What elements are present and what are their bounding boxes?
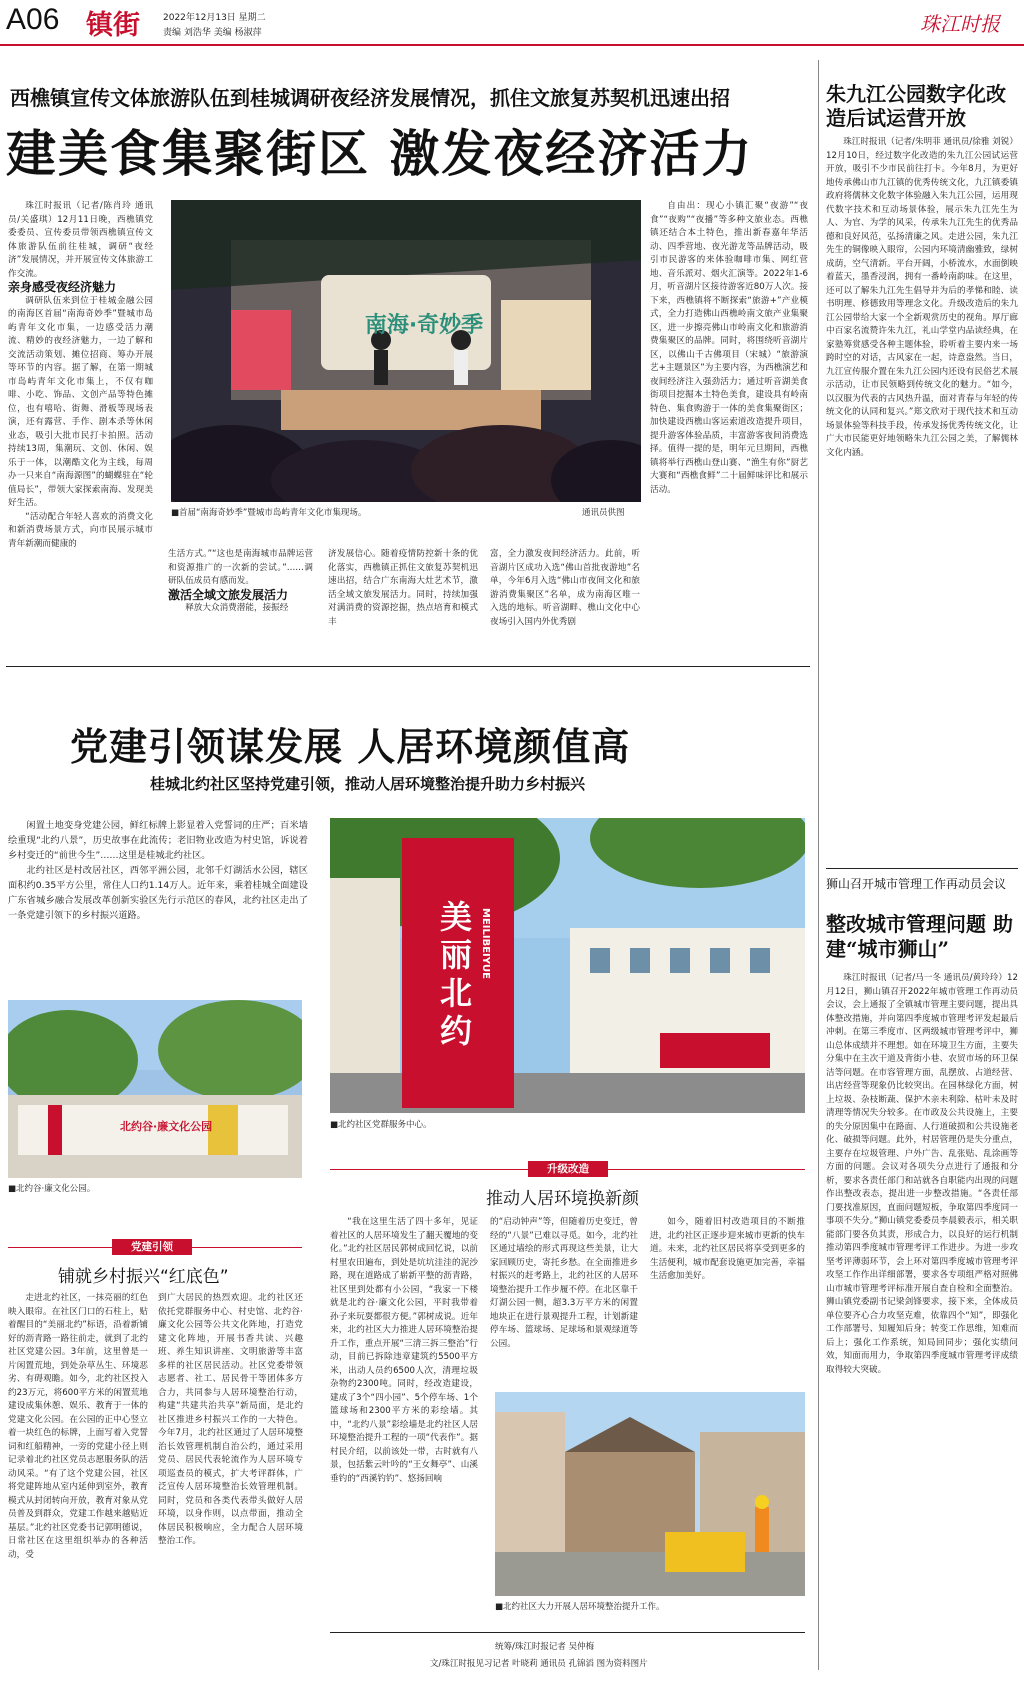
story2-construction-caption: ■北约社区大力开展人居环境整治提升工作。 xyxy=(495,1602,665,1612)
right2-headline: 整改城市管理问题 助建“城市狮山” xyxy=(826,912,1013,961)
story2-column-4 xyxy=(490,1216,638,1386)
issue-date: 2022年12月13日 星期二 xyxy=(163,13,266,23)
story2-park-photo xyxy=(8,1000,302,1178)
story1-photo-caption: ■首届“南海奇妙季”暨城市岛屿青年文化市集现场。 xyxy=(171,508,367,518)
story1-subhead-1: 亲身感受夜经济魅力 xyxy=(8,280,117,294)
story2-col1-text: 走进北约社区，一抹亮丽的红色映入眼帘。在社区门口的石柱上，贴着醒目的“美丽北约”标语，沿着新铺好的沥青路一路往前走，就到了北约社区党建公园。3年前，这里曾是一片闲置荒地，到处杂草丛生、环境恶劣、有碍观瞻。如今，北约社区投入约23万元，将600平方米的闲置荒地建设成集休憩、娱乐、教育于一体的党建文化公园。在公园的正中心竖立着一块红色的标牌，上面写着入党誓词和红船精神，一旁的党建小径上则记录着北约社区党员志愿服务队的活动风采。“有了这个党建公园，社区将党建阵地从室内延伸到室外，教育模式从封闭转向开放，教育对象从党员普及到群众，党建工作越来越贴近基层。”北约社区党委书记郭明德说，日常社区在这里组织举办的各种活动，受 xyxy=(8,1293,148,1560)
story2-construction-photo xyxy=(495,1392,805,1596)
story1-lead: 珠江时报讯（记者/陈肖玲 通讯员/关盛琪）12月11日晚，西樵镇党委委员、宣传委员带领西樵镇宣传文体旅游队伍前往桂城，调研“夜经济”发展情况，并开展宣传文体旅游工作交流。 xyxy=(8,201,153,279)
story2-deck: 桂城北约社区坚持党建引领，推动人居环境整治提升助力乡村振兴 xyxy=(150,775,586,793)
sign-pinyin: MEILIBEIYUE xyxy=(480,908,491,979)
story1-bottom-rule xyxy=(6,666,810,667)
sidebar-divider xyxy=(818,60,819,1670)
story2-center-photo xyxy=(330,818,805,1113)
story1-subhead-2: 激活全域文旅发展活力 xyxy=(168,587,289,602)
page-number: A06 xyxy=(6,3,60,36)
right2-kicker: 狮山召开城市管理工作再动员会议 xyxy=(826,877,1007,891)
story2-col3-text: “我在这里生活了四十多年，见证着社区的人居环境发生了翻天覆地的变化。”北约社区居民郭树成回忆说，以前村里农田遍布，到处是坑坑洼洼的泥沙路，现在道路成了崭新平整的沥青路，社区里到处都有小公园，“我家一下楼就是北约谷·廉文化公园，平时我带着孙子来玩耍都很方便。”郭树成说。近年来，北约社区大力推进人居环境整治提升工作，重点开展“三清三拆三整治”行动，目前已拆除违章建筑约5500平方米，出动人员约6500人次，清理垃圾杂物约2300吨。同时，经改造建设，建成了3个“四小园”、5个停车场、1个篮球场和2300平方米的彩绘墙。其中，“北约八景”彩绘墙是北约社区人居环境整治提升工程的一项“代表作”。据村民介绍，以前该处一带，古时就有八景，包括紫云叶吟的“王女舞亭”、山溪垂钓的“西溪钓钓”、悠扬回响 xyxy=(330,1217,478,1484)
story2-column-1 xyxy=(8,1292,148,1674)
story1-photo-credit: 通讯员供图 xyxy=(582,508,625,518)
stage-sign: 南海·奇妙季 xyxy=(364,313,484,338)
right2-body: 珠江时报讯（记者/马一冬 通讯员/黄玲玲）12月12日，狮山镇召开2022年城市管理工作再动员会议，会上通报了全镇城市管理主要问题，提出具体整改措施，并向第四季度城市管理考评发起最后冲刺。在第三季度市、区两级城市管理考评中，狮山总体成绩并不理想。如在环境卫生方面，主要失分集中在主次干道及背街小巷、农贸市场的环卫保洁等问题。在市容管理方面，乱摆放、占道经营、出店经营等现象仍比较突出。在园林绿化方面，树上垃圾、杂枝断蔬、保护木亲未利除、枯叶未及时清理等情况失分较多。在市政及公共设施上，主要的失分原因集中在路面、人行道破损和公共设施老化、破损等问题。此外，村居管理仍是失分重点，主要存在垃圾管理、户外广告、乱张贴、乱涂画等方面的问题。会议对各项失分点进行了通报和分析，要求各责任部门和站就各自职能内出现的问题作出整改表态，提出进一步整改措施。“各责任部门要找准原因，直面问题短板，争取第四季度同一事项不失分。”狮山镇党委委员李晨毅表示，相关职能部门要各负其责，形成合力，以良好的运行机制推动第四季度城市管理考评工作进步。为进一步攻坚考评薄弱环节，会上环对第四季度城市管理考评攻坚工作作出详细部署，要求各专项组严格对照佛山市城市管理考评标准开展自查自检和全面整治。狮山镇党委副书记梁剑锋要求，接下来，全体成员单位要齐心合力攻坚克难，依靠四个“知”，即强化工作部署号、知履知后身；转变工作思维，知难而后上；强化工作系统，知局回同步；强化实绩问效，知面而用力，争取第四季度城市管理考评成绩取得较大突破。 xyxy=(826,973,1018,1375)
paper-logo: 珠江时报 xyxy=(920,12,1000,36)
stage-illustration xyxy=(171,200,641,502)
right2-body-column xyxy=(826,972,1018,1672)
story1-bottom-col-1 xyxy=(168,548,313,656)
story2-col2-text: 到广大居民的热烈欢迎。北约社区还依托党群服务中心、村史馆、北约谷·廉文化公园等公共文化阵地，打造党建文化阵地，开展书香共读、兴趣班、养生知识讲座、文明旅游等丰富多样的社区居民活动。社区党委带领志愿者、社工、居民骨干等团体多方合力，共同参与人居环境整治行动，构建“共建共治共享”新局面，是北约社区推进乡村振兴工作的一大特色。今年7月，北约社区通过了人居环境整治长效管理机制自治公约，通过采用党员、居民代表轮流作为人居环境专项巡查员的模式，扩大考评群体，广泛宣传人居环境整治长效管理机制。同时，党员和各类代表带头做好人居环境，以身作则，以点带面，推动全体居民积极响应，全力配合人居环境整治工作。 xyxy=(158,1293,303,1546)
editors-line: 责编 刘浩华 美编 杨淑萍 xyxy=(163,28,262,38)
story1-bottom-col-2 xyxy=(328,548,478,656)
story1-col1-text: 调研队伍来到位于桂城金融公园的南海区首届“南海奇妙季”暨城市岛屿青年文化市集，一边感受活力潮流、精妙的夜经济魅力，一边了解和交流活动策划、摊位招商、筹办开展等环节的内容。据了解，在第一期城市岛屿青年文化市集上，不仅有咖啡、小吃、饰品、文创产品等特色摊位，也有嘻哈、街舞、滑板等现场表演，还有露营、手作、剧本杀等休闲业态，吸引大批市民打卡拍照。活动持续13周，集潮玩、文创、休闲、娱乐于一体，以潮酷文化为主线，每周办一只来自“南海源图”的蝴蝶驻在“轮值局长”，带领大家探索南海、发现美好生活。 xyxy=(8,295,153,508)
story1-b2-text: 济发展信心。随着疫情防控新十条的优化落实，西樵镇正抓住文旅复苏契机迅速出招，结合广东南海大灶艺术节，激活全域文旅发展活力。同时，持续加强对满消费的资源挖掘，热点培育和模式丰 xyxy=(328,549,478,627)
right-divider xyxy=(826,868,1018,869)
story2-col4-text: 的“启动钟声”等，但随着历史变迁，曾经的“八景”已难以寻觅。如今，北约社区通过墙绘的形式再现这些美景，让大家回顾历史，寄托乡愁。在全面推进乡村振兴的赶考路上，北约社区的人居环境整治提升工作步履不停。在北区靠千灯湖公园一侧，超3.3万平方米的闲置地块正在进行景观提升工程，计划新建停车场、篮球场、足球场和景观绿道等公园。 xyxy=(490,1217,638,1349)
byline-1: 统筹/珠江时报记者 吴仲梅 xyxy=(495,1642,595,1652)
story1-b3-text: 富，全力激发夜间经济活力。此前，听音湖片区成功入选“佛山首批夜游地”名单，今年6月入选“佛山市夜间文化和旅游消费集聚区”名单，成为南海区唯一入选的地标。听音湖畔、樵山文化中心夜场引入国内外优秀剧 xyxy=(490,549,640,627)
right1-headline: 朱九江公园数字化改造后试运营开放 xyxy=(826,82,1006,130)
story2-subhead-2: 推动人居环境换新颜 xyxy=(486,1189,639,1209)
right1-body: 珠江时报讯（记者/朱明菲 通讯员/徐雅 刘锐）12月10日，经过数字化改造的朱九江公园试运营开放，吸引不少市民前往打卡。今年8月，为更好地传承佛山市九江镇的优秀传统文化，九江镇委镇政府将儒林文化数字体验融入朱九江公园，运用现代数字技术和互动场景体验，展示朱九江先生为人、为官、为学的风采，传承朱九江先生的优秀品德和良好风范，弘扬清廉之风。走进公园，朱九江先生的铜像映入眼帘，公园内环境清幽雅致，绿树成荫，空气清新。平台开阔，小桥流水，水面倒映着蓝天，墨香浸润，拥有一番岭南韵味。在这里，还可以了解朱九江先生倡导并为后的孝悌和睦、读书明理、修德致用等理念文化。升级改造后的朱九江公园带给大家一个全新观赏历史的视角。厚厅廊中百家名流赞许朱九江，礼山学堂内品读经典，在家塾筹赏感受各种主题体验，聆听着主要内来一场跨时空的对话，古风家在一起，诗意盎然。当日，九江宣传服介置在朱九江公园内还设有民俗艺术展示活动，让市民领略到传统文化的魅力。“如今，以汉服为代表的古风热升温，面对青春与年轻的传统文化的认同和复兴。”郑文欣对于现代技术和互动场景体验等科技手段，传承发扬优秀传统文化，让广大市民能更好地领略朱九江公园之美，了解儒林文化内涵。 xyxy=(826,137,1018,458)
story2-column-5 xyxy=(650,1216,805,1386)
story2-column-2 xyxy=(158,1292,303,1674)
sign-chinese: 美丽北约 xyxy=(439,898,472,1050)
story1-b1b-text: 释放大众消费潜能，接振经 xyxy=(185,603,289,613)
story1-bottom-col-3 xyxy=(490,548,640,656)
byline-2: 文/珠江时报见习记者 叶晓莉 通讯员 孔锦滔 图为资料图片 xyxy=(430,1659,648,1669)
story1-headline: 建美食集聚街区 激发夜经济活力 xyxy=(6,124,754,183)
story2-subhead-1: 铺就乡村振兴“红底色” xyxy=(58,1267,229,1287)
section-name: 镇街 xyxy=(86,10,140,41)
masthead-rule xyxy=(0,44,1024,46)
masthead xyxy=(0,0,1024,44)
story1-photo xyxy=(171,200,641,502)
park-sign: 北约谷·廉文化公园 xyxy=(120,1120,213,1133)
construction-illustration xyxy=(495,1392,805,1596)
park-illustration xyxy=(8,1000,302,1178)
story2-intro-1: 闲置土地变身党建公园，鲜红标牌上影显着入党誓词的庄严；百米墙绘重现“北约八景”，历史故事在此流传；老旧物业改造为村史馆，诉说着乡村变迁的“前世今生”……这里是桂城北约社区。 xyxy=(8,820,308,861)
story2-col5-text: 如今，随着旧村改造项目的不断推进，北约社区正逐步迎来城市更新的快车道。未来，北约社区居民将享受到更多的生活便利，城市配套设施更加完善，幸福生活愈加美好。 xyxy=(650,1217,805,1281)
story2-intro-column xyxy=(8,818,308,993)
story1-col1b-text: “活动配合年轻人喜欢的消费文化和新消费场景方式，向市民展示城市青年新潮而健康的 xyxy=(8,511,153,549)
story2-column-3 xyxy=(330,1216,478,1631)
story1-right-text: 自由出：现心小镇汇聚“夜游”“夜食”“夜购”“夜播”等多种文旅业态。西樵镇还结合本土特色，推出新春嘉年华活动、四季营地、夜光游龙等品牌活动，吸引市民游客的来体验咖啡市集、网红营地、音乐派对、烟火汇演等。2022年1-6月，听音湖片区接待游客近80万人次。接下来，西樵镇将不断探索“旅游+”产业模式，全力打造佛山西樵岭南文旅产业集聚区，进一步擦亮佛山市岭南文化和旅游消费集聚区的品牌。同时，将围绕听音湖片区，以佛山千古佛项目（宋城）“旅游演艺+主题景区”为主要内容，为西樵演艺和夜间经济注入强劲活力；通过听音湖美食街项目挖掘本土特色美食，建设具有岭南特色、集食购游于一体的美食集聚街区；加快建设西樵山客运索道改造提升项目，提升游客体验品质，丰富游客夜间消费选择。值得一提的是，明年元旦期间，西樵镇将举行西樵山登山赛、“渔生有你”厨艺大赛和“西樵食鲜”二十届鲜味评比和展示活动。 xyxy=(650,201,808,495)
tag1-label: 党建引领 xyxy=(112,1239,192,1255)
byline-rule xyxy=(330,1632,805,1633)
street-illustration xyxy=(330,818,805,1113)
story2-center-caption: ■北约社区党群服务中心。 xyxy=(330,1120,432,1130)
story1-b1-text: 生活方式。”“这也是南海城市品牌运营和资源推广的一次新的尝试。”……调研队伍成员有感而发。 xyxy=(168,549,313,586)
story2-park-caption: ■北约谷·廉文化公园。 xyxy=(8,1184,96,1194)
story2-headline: 党建引领谋发展 人居环境颜值高 xyxy=(70,724,631,769)
story1-column-right xyxy=(650,200,808,655)
right1-body-column xyxy=(826,136,1018,856)
story1-kicker: 西樵镇宣传文体旅游队伍到桂城调研夜经济发展情况，抓住文旅复苏契机迅速出招 xyxy=(10,86,730,110)
tag2-label: 升级改造 xyxy=(528,1161,608,1177)
story1-column-1 xyxy=(8,200,153,655)
story2-intro-2: 北约社区是村改居社区，西邻平洲公园，北邻千灯湖活水公园，辖区面积约0.35平方公里，常住人口约1.14万人。近年来，乘着桂城全面建设广东省城乡融合发展改革创新实验区先行示范区的春风，北约社区走出了一条党建引领下的乡村振兴道路。 xyxy=(8,865,308,921)
